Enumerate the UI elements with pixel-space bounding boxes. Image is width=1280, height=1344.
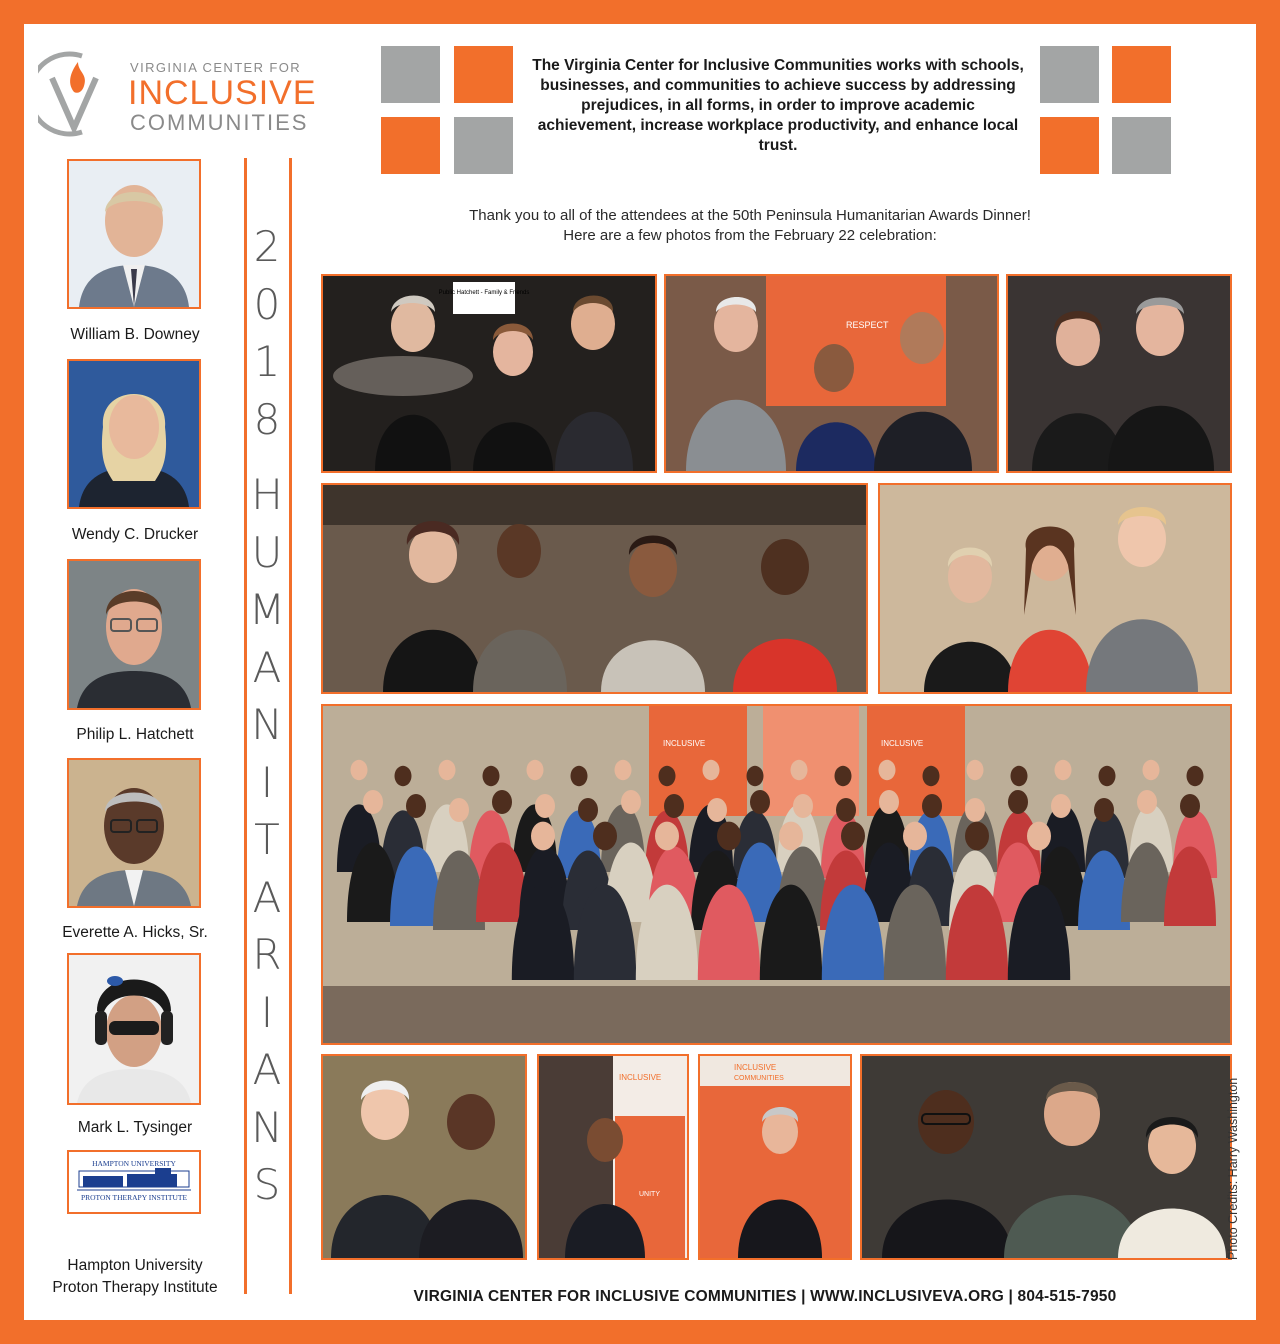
- logo-top-text: VIRGINIA CENTER FOR: [130, 60, 302, 75]
- banner-text: INCLUSIVE: [663, 739, 706, 748]
- deco-square: [1040, 117, 1099, 174]
- footer-contact: VIRGINIA CENTER FOR INCLUSIVE COMMUNITIES | WWW.INCLUSIVEVA.ORG | 804-515-7950: [413, 1288, 1117, 1305]
- vertical-title-letter: T: [254, 815, 280, 864]
- vertical-title-letter: I: [260, 757, 274, 807]
- vertical-title-letter: S: [253, 1160, 281, 1209]
- caption-downey: William B. Downey: [70, 326, 200, 343]
- vertical-title-letter: A: [252, 642, 282, 692]
- deco-square: [381, 46, 440, 103]
- group-photo: [321, 704, 1232, 1045]
- portrait-downey: [67, 159, 201, 309]
- vertical-title-letter: I: [260, 987, 274, 1037]
- banner-text: INCLUSIVE: [881, 739, 924, 748]
- event-photo: [1006, 274, 1232, 473]
- event-photo: [537, 1054, 689, 1260]
- event-photo: [698, 1054, 852, 1260]
- event-photo: [878, 483, 1232, 694]
- thank-you-line-1: Thank you to all of the attendees at the 50th Peninsula Humanitarian Awards Dinner!: [469, 207, 1031, 224]
- banner-text: UNITY: [639, 1191, 660, 1198]
- deco-square: [1040, 46, 1099, 103]
- thank-you-text: [420, 206, 1080, 246]
- caption-drucker: Wendy C. Drucker: [71, 526, 199, 543]
- mission-statement: The Virginia Center for Inclusive Communities works with schools, businesses, and communities to achieve success by addressing prejudices, in all forms, in order to improve academic achievement, increase workplace productivity, and enhance local trust.: [532, 57, 1024, 154]
- vertical-title-letter: N: [251, 1102, 283, 1152]
- event-photo: [321, 274, 657, 473]
- vertical-title-letter: H: [251, 470, 283, 519]
- portrait-drucker: [67, 359, 201, 509]
- caption-hicks: Everette A. Hicks, Sr.: [62, 924, 208, 941]
- caption-hatchett: Philip L. Hatchett: [76, 726, 194, 743]
- banner-text: INCLUSIVE: [734, 1063, 777, 1072]
- event-photo: [860, 1054, 1232, 1260]
- deco-square: [1112, 46, 1171, 103]
- vertical-title-letter: A: [252, 872, 282, 922]
- caption-hampton-line-1: Hampton University: [67, 1257, 203, 1274]
- banner-text: INCLUSIVE: [619, 1073, 662, 1082]
- vcic-logo-icon: [38, 48, 118, 138]
- vertical-title-letter: N: [251, 700, 283, 749]
- deco-square: [1112, 117, 1171, 174]
- hampton-logo-bottom: PROTON THERAPY INSTITUTE: [80, 1193, 188, 1202]
- thank-you-line-2: Here are a few photos from the February 22 celebration:: [563, 227, 937, 244]
- event-photo: [321, 483, 868, 694]
- banner-text: RESPECT: [846, 320, 889, 330]
- logo-main-text: INCLUSIVE: [128, 74, 317, 112]
- vertical-title-letter: A: [252, 1045, 282, 1094]
- logo-bottom-text: COMMUNITIES: [130, 110, 309, 135]
- hampton-logo-top: HAMPTON UNIVERSITY: [92, 1159, 176, 1168]
- table-sign: Public Hatchett - Family & Friends: [438, 290, 530, 296]
- portrait-hicks: [67, 758, 201, 908]
- deco-square: [381, 117, 440, 174]
- vertical-title-letter: R: [252, 930, 282, 979]
- hampton-logo: [67, 1150, 201, 1214]
- vertical-title-letter: 8: [253, 394, 281, 444]
- vertical-title-letter: 1: [253, 337, 281, 386]
- photo-credit: Photo Credits: Harry Washington: [1226, 1077, 1240, 1260]
- caption-hampton: [30, 1255, 240, 1299]
- vertical-title-letter: U: [251, 527, 283, 577]
- portrait-hatchett: [67, 559, 201, 710]
- portrait-tysinger: [67, 953, 201, 1105]
- event-photo: [664, 274, 999, 473]
- caption-tysinger: Mark L. Tysinger: [77, 1119, 193, 1136]
- caption-hampton-line-2: Proton Therapy Institute: [52, 1279, 218, 1296]
- deco-square: [454, 46, 513, 103]
- event-photo: [321, 1054, 527, 1260]
- vertical-title-letter: M: [248, 585, 286, 634]
- vertical-title-letter: 0: [253, 279, 281, 329]
- vertical-title-letter: 2: [253, 222, 281, 271]
- deco-square: [454, 117, 513, 174]
- banner-text: COMMUNITIES: [734, 1075, 784, 1082]
